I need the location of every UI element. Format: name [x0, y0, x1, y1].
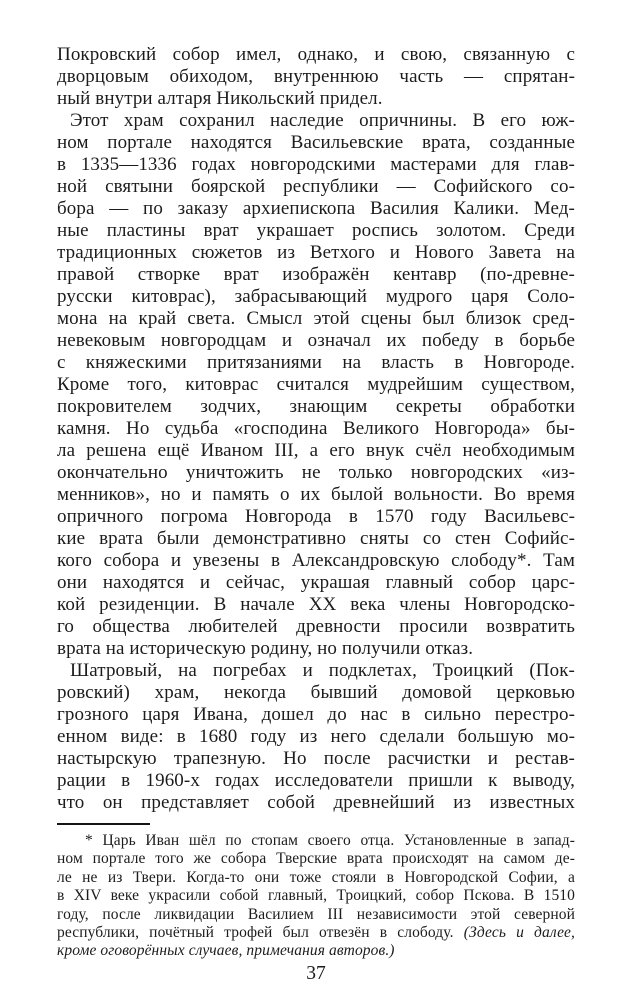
text-line: Этот храм сохранил наследие опричнины. В его юж- — [70, 110, 575, 131]
text-line: правой створке врат изображён кентавр (по-древне- — [57, 264, 575, 285]
footnote-text: республики, почётный трофей был отвезён в слободу. — [57, 924, 464, 942]
footnote-line — [57, 924, 575, 942]
text-line: русски китоврас), забрасывающий мудрого царя Соло- — [57, 286, 575, 307]
text-line: с княжескими притязаниями на власть в Новгороде. — [57, 352, 575, 373]
footnote-line — [57, 850, 575, 868]
text-line: невековым новгородцам и означал их победу в борьбе — [57, 330, 575, 351]
footnote-line — [57, 887, 575, 905]
footnote-line — [57, 906, 575, 924]
text-line: Шатровый, на погребах и подклетах, Троицкий (Пок- — [70, 660, 575, 681]
text-line: покровителем зодчих, знающим секреты обработки — [57, 396, 575, 417]
text-line: го общества любителей древности просили возвратить — [57, 616, 575, 637]
footnote-text: ном портале того же собора Тверские врата происходят на самом де- — [57, 850, 575, 868]
text-line: мона на край света. Смысл этой сцены был близок сред- — [57, 308, 575, 329]
text-line: енном виде: в 1680 году из него сделали большую мо- — [57, 726, 575, 747]
text-line: опричного погрома Новгорода в 1570 году Васильевс- — [57, 506, 575, 527]
footnote-italic-text: кроме оговорённых случаев, примечания авторов.) — [57, 942, 395, 960]
text-line: кой резиденции. В начале XX века члены Новгородско- — [57, 594, 575, 615]
footnote-italic-text: (Здесь и далее, — [463, 924, 575, 942]
footnote — [57, 832, 575, 961]
page-number: 37 — [306, 962, 326, 984]
text-line: кого собора и увезены в Александровскую слободу*. Там — [57, 550, 575, 571]
text-line: ла решена ещё Иваном III, а его внук счёл необходимым — [57, 440, 575, 461]
text-line: камня. Но судьба «господина Великого Новгорода» бы- — [57, 418, 575, 439]
text-line: окончательно уничтожить не только новгородских «из- — [57, 462, 575, 483]
text-line: грозного царя Ивана, дошел до нас в сильно перестро- — [57, 704, 575, 725]
footnote-separator — [57, 823, 150, 825]
body-text — [57, 44, 575, 814]
text-line: они находятся и сейчас, украшая главный собор царс- — [57, 572, 575, 593]
text-line: что он представляет собой древнейший из известных — [57, 792, 575, 813]
footnote-text: * Царь Иван шёл по стопам своего отца. Установленные в запад- — [85, 832, 575, 849]
text-line: Кроме того, китоврас считался мудрейшим существом, — [57, 374, 575, 395]
text-line: Покровский собор имел, однако, и свою, связанную с — [57, 44, 575, 65]
footnote-line — [57, 869, 575, 887]
text-line: дворцовым обиходом, внутреннюю часть — спрятан- — [57, 66, 575, 87]
text-line: врата на историческую родину, но получили отказ. — [57, 638, 474, 659]
text-line: в 1335—1336 годах новгородскими мастерами для глав- — [57, 154, 575, 175]
text-line: ный внутри алтаря Никольский придел. — [57, 88, 383, 109]
text-line: ровский) храм, некогда бывший домовой церковью — [57, 682, 575, 703]
footnote-text: году, после ликвидации Василием III независимости этой северной — [57, 905, 575, 923]
text-line: настырскую трапезную. Но после расчистки и рестав- — [57, 748, 575, 769]
footnote-text: в XIV веке украсили собой главный, Троицкий, собор Пскова. В 1510 — [57, 887, 575, 905]
text-line: ной святыни боярской республики — Софийского со- — [57, 176, 575, 197]
text-line: кие врата были демонстративно сняты со стен Софийс- — [57, 528, 575, 549]
text-line: ном портале находятся Васильевские врата, созданные — [57, 132, 575, 153]
text-line: рации в 1960-х годах исследователи пришли к выводу, — [57, 770, 575, 791]
footnote-line — [57, 942, 575, 960]
text-line: традиционных сюжетов из Ветхого и Нового Завета на — [57, 242, 575, 263]
footnote-text: ле не из Твери. Когда-то они тоже стояли в Новгородской Софии, а — [57, 868, 575, 886]
text-line: ные пластины врат украшает роспись золотом. Среди — [57, 220, 575, 241]
text-line: менников», но и память о их былой вольности. Во время — [57, 484, 575, 505]
footnote-line — [57, 832, 575, 850]
text-line: бора — по заказу архиепископа Василия Калики. Мед- — [57, 198, 575, 219]
